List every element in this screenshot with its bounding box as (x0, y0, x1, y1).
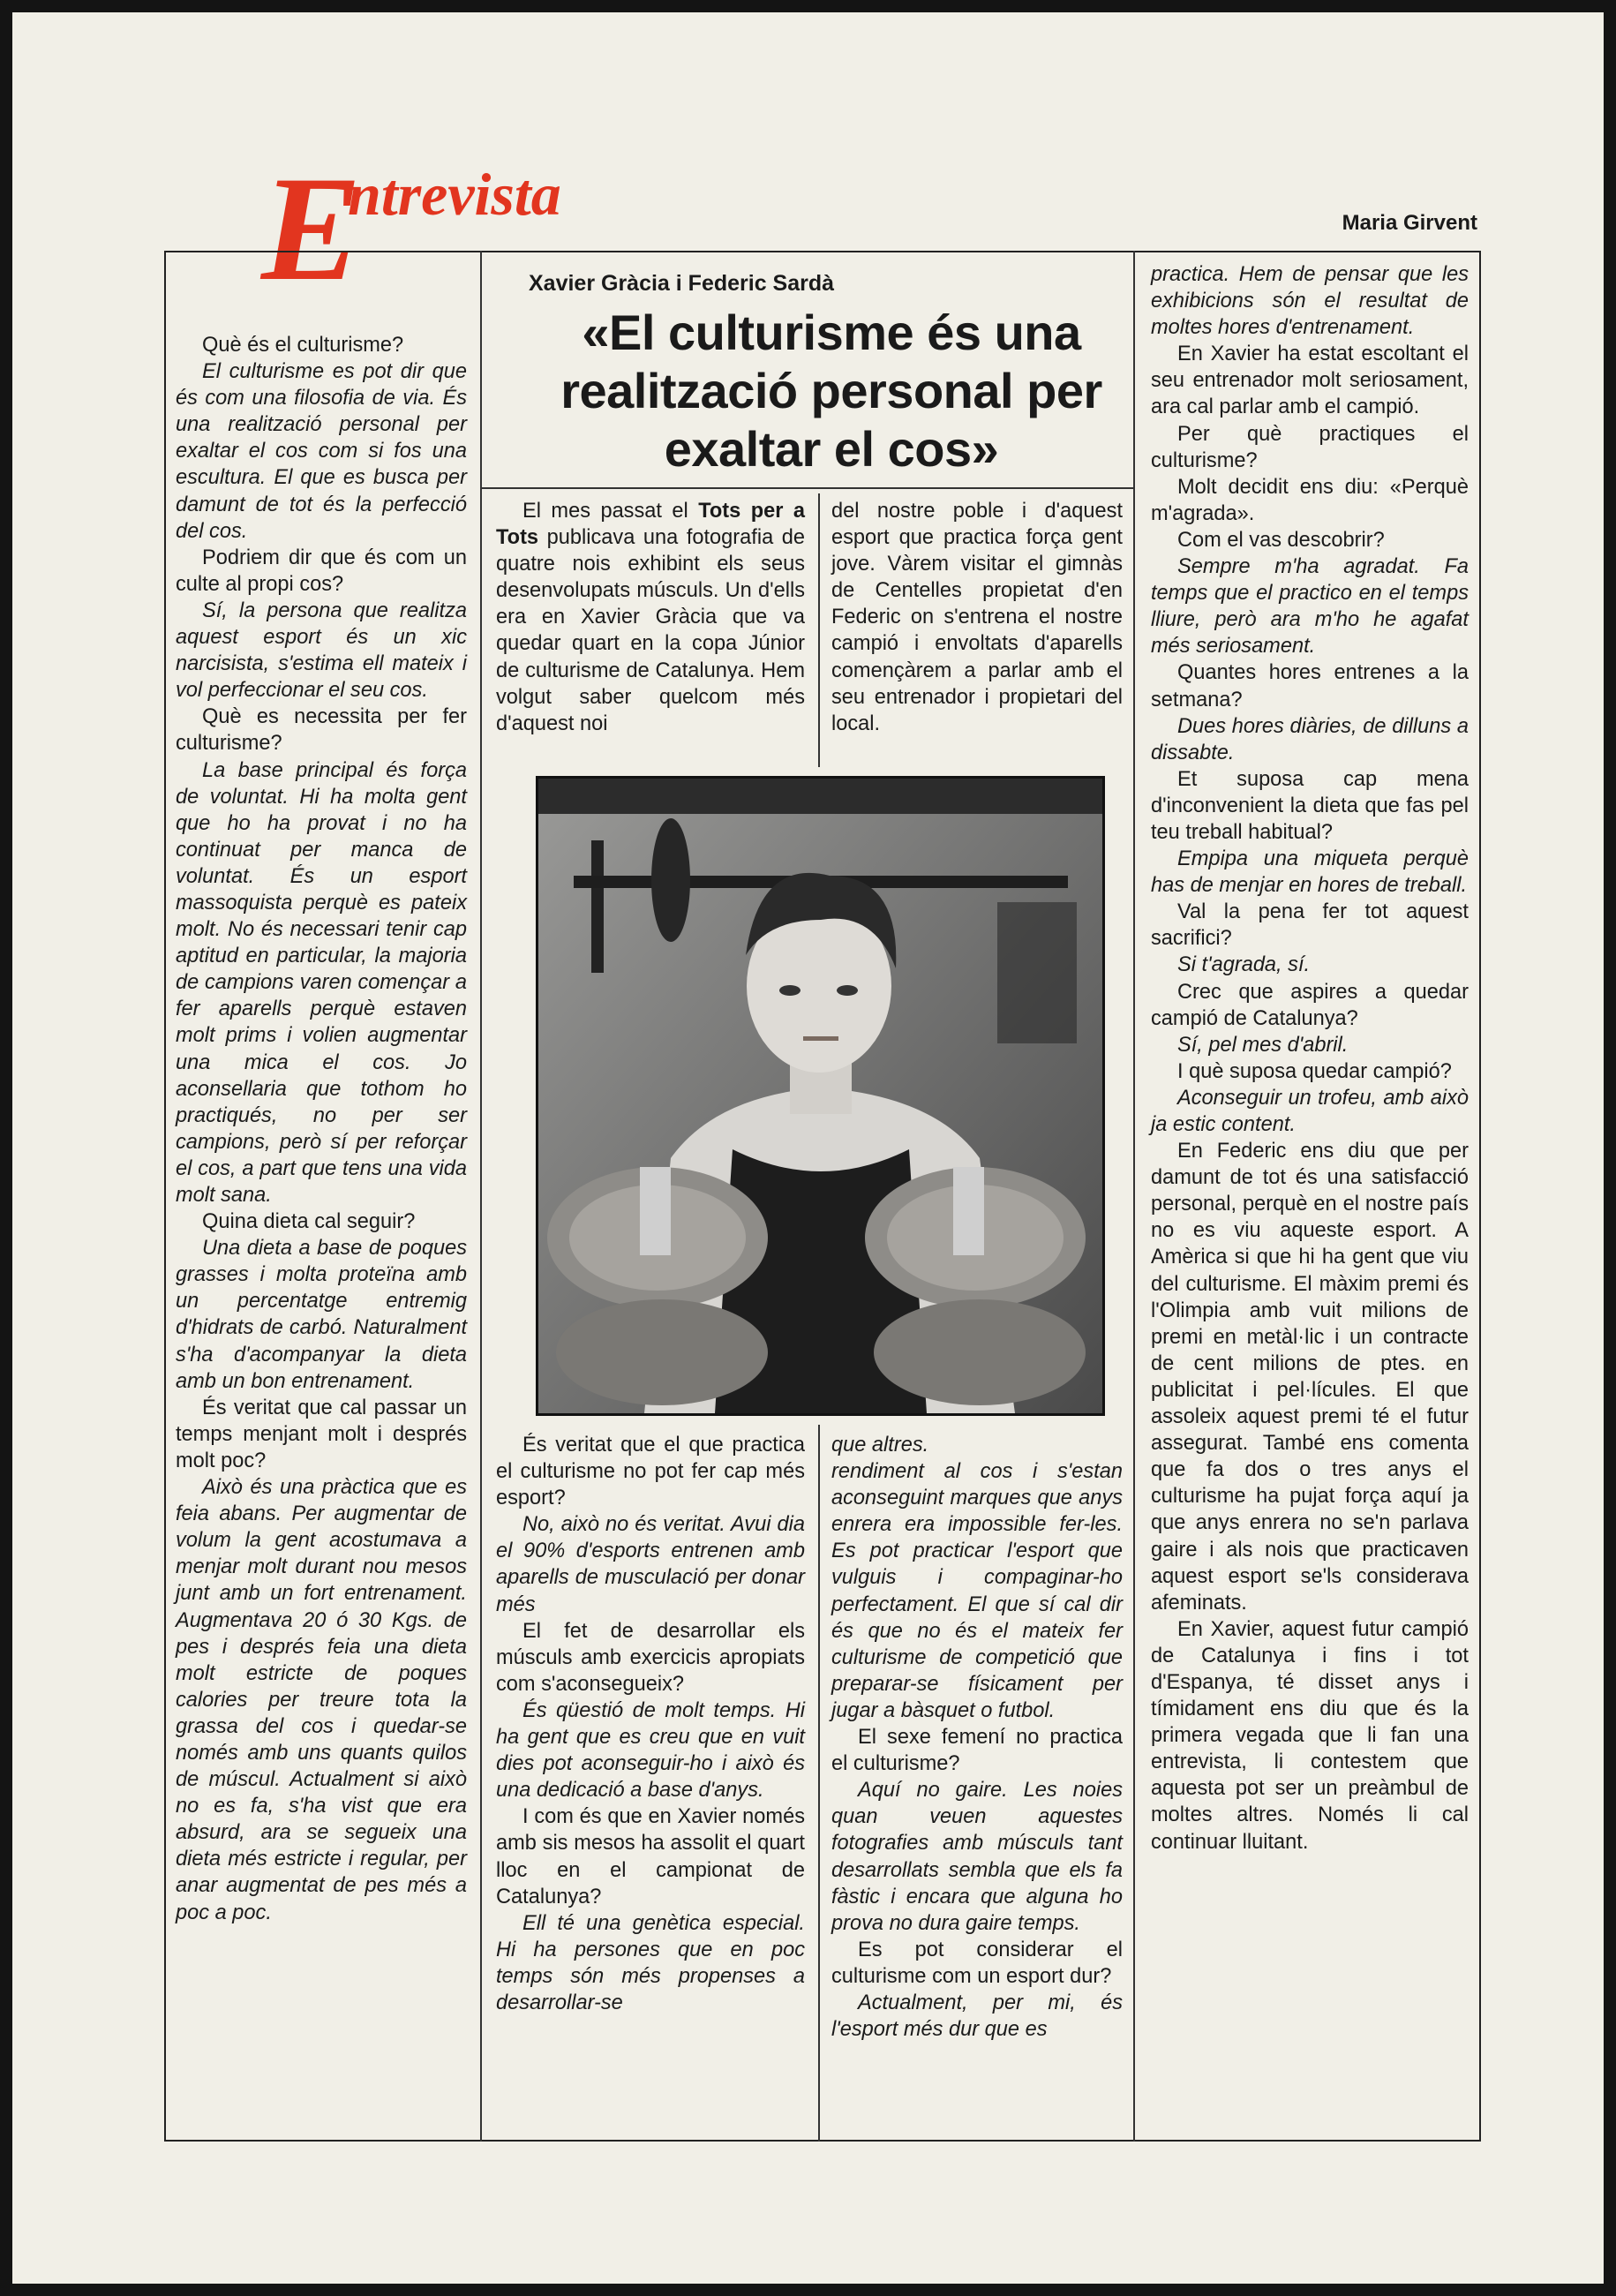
author-byline: Maria Girvent (1342, 211, 1477, 235)
column-1 (176, 332, 467, 1926)
answer-paragraph: rendiment al cos i s'estan aconseguint marques que anys enrera era impossible fer-les. Es pot practicar l'esport que vulguis i compaginar-ho perfectament. El que sí cal dir és que no és el mateix fer culturisme de competició que preparar-se físicament per jugar a bàsquet o futbol. (831, 1460, 1123, 1722)
question-paragraph: Crec que aspires a quedar campió de Catalunya? (1151, 980, 1469, 1030)
answer-paragraph: Ell té una genètica especial. Hi ha persones que en poc temps són més propenses a desarrollar-se (496, 1911, 805, 2014)
intro-right: del nostre poble i d'aquest esport que practica força gent jove. Vàrem visitar el gimnàs de Centelles propietat d'en Federic on s'entrena el nostre campió i envoltats d'aparells començàrem a parlar amb el seu entrenador i propietari del local. (831, 500, 1123, 735)
question-paragraph: Què es necessita per fer culturisme? (176, 705, 467, 756)
question-paragraph: Què és el culturisme? (202, 334, 404, 357)
answer-paragraph: Sí, la persona que realitza aquest esport és un xic narcisista, s'estima ell mateix i vol perfeccionar el seu cos. (176, 598, 467, 703)
header-rule (480, 487, 1133, 489)
answer-paragraph: Empipa una miqueta perquè has de menjar en hores de treball. (1151, 847, 1469, 898)
answer-paragraph: Aquí no gaire. Les noies quan veuen aquestes fotografies amb músculs tant desarrollats sembla que els fa fàstic i encara que alguna ho prova no dura gaire temps. (831, 1779, 1123, 1935)
question-paragraph: Es pot considerar el culturisme com un esport dur? (831, 1938, 1123, 1988)
answer-paragraph: Això és una pràctica que es feia abans. Per augmentar de volum la gent acostumava a menjar molt durant nou mesos junt amb un fort entrenament. Augmentava 20 ó 30 Kgs. de pes i després feia una dieta molt estricte de poques calories per treure tota la grassa del cos i quedar-se només amb uns quants quilos de múscul. Actualment si això no es fa, s'ha vist que era absurd, ara se segueix una dieta més estricte i regular, per anar augmentat de pes més a poc a poc. (176, 1476, 467, 1924)
question-paragraph: El fet de desarrollar els músculs amb exercicis apropiats com s'aconsegueix? (496, 1619, 805, 1696)
answer-paragraph: Dues hores diàries, de dilluns a dissabte. (1151, 714, 1469, 764)
intro-paragraph: El mes passat el Tots per a Tots publicava una fotografia de quatre nois exhibint els seus desenvolupats músculs. Un d'ells era en Xavier Gràcia que va quedar quart en la copa Júnior de culturisme de Catalunya. Hem volgut saber quelcom més d'aquest noi (496, 500, 805, 735)
question-paragraph: I com és que en Xavier només amb sis mesos ha assolit el quart lloc en el campionat de Catalunya? (496, 1805, 805, 1908)
answer-paragraph: Sí, pel mes d'abril. (1177, 1033, 1349, 1057)
answer-paragraph: Una dieta a base de poques grasses i molta proteïna amb un percentatge entremig d'hidrats de carbó. Naturalment s'ha d'acompanyar la dieta amb un bon entrenament. (176, 1237, 467, 1393)
answer-paragraph: El culturisme es pot dir que és com una filosofia de via. És una realització personal per exaltar el cos com si fos una escultura. El que es busca per damunt de tot és la perfecció del cos. (176, 360, 467, 543)
question-paragraph: És veritat que el que practica el culturisme no pot fer cap més esport? (496, 1434, 805, 1510)
column-4 (1151, 261, 1469, 1856)
question-paragraph: I què suposa quedar campió? (1177, 1059, 1452, 1083)
question-paragraph: Et suposa cap mena d'inconvenient la dieta que fas pel teu treball habitual? (1151, 767, 1469, 844)
column-divider (818, 1425, 820, 2142)
question-paragraph: Quantes hores entrenes a la setmana? (1151, 661, 1469, 711)
column-divider (818, 493, 820, 767)
question-paragraph: És veritat que cal passar un temps menjant molt i després molt poc? (176, 1396, 467, 1472)
magazine-page (12, 12, 1604, 2284)
answer-paragraph: Si t'agrada, sí. (1177, 953, 1311, 977)
question-paragraph: Com el vas descobrir? (1177, 528, 1385, 552)
answer-paragraph: És qüestió de molt temps. Hi ha gent que es creu que en vuit dies pot aconseguir-ho i això és una dedicació a base d'anys. (496, 1698, 805, 1803)
answer-paragraph: No, això no és veritat. Avui dia el 90% d'esports entrenen amb aparells de musculació per donar més (496, 1513, 805, 1616)
answer-paragraph: practica. Hem de pensar que les exhibicions són el resultat de moltes hores d'entrenament. (1151, 263, 1469, 340)
question-paragraph: Podriem dir que és com un culte al propi cos? (176, 546, 467, 596)
question-paragraph: En Xavier ha estat escoltant el seu entrenador molt seriosament, ara cal parlar amb el campió. (1151, 343, 1469, 419)
intro-left (496, 498, 805, 737)
section-title: ntrevista (348, 161, 561, 228)
question-paragraph: Per què practiques el culturisme? (1151, 422, 1469, 472)
athlete-photo (536, 776, 1105, 1416)
section-initial: E (261, 146, 362, 312)
question-paragraph: En Federic ens diu que per damunt de tot és una satisfacció personal, perquè en el nostre país no es viu aqueste esport. A Amèrica si que hi ha gent que viu del culturisme. El màxim premi és l'Olimpia amb vuit milions de premi en metàl·lic i un contracte de cent milions de ptes. en publicitat i pel·lícules. El que assoleix aquest premi té el futur assegurat. També ens comenta que fa dos o tres anys el culturisme ha pujat força aquí ja que anys enrera no se'n parlava gaire i als nois que practicaven aquest esport se'ls considerava afeminats. (1151, 1140, 1469, 1615)
column-3-lower (831, 1432, 1123, 2043)
article-kicker: Xavier Gràcia i Federic Sardà (529, 271, 835, 296)
question-paragraph: Molt decidit ens diu: «Perquè m'agrada». (1151, 475, 1469, 525)
answer-paragraph: que altres. (831, 1434, 929, 1457)
column-divider (1133, 251, 1135, 2142)
answer-paragraph: Sempre m'ha agradat. Fa temps que el practico en el temps lliure, però ara m'ho he agafat més seriosament. (1151, 555, 1469, 659)
question-paragraph: El sexe femení no practica el culturisme? (831, 1726, 1123, 1776)
article-headline: «El culturisme és una realització personal per exaltar el cos» (560, 305, 1102, 477)
answer-paragraph: Actualment, per mi, és l'esport més dur que es (831, 1991, 1123, 2042)
question-paragraph: Val la pena fer tot aquest sacrifici? (1151, 900, 1469, 951)
answer-paragraph: La base principal és força de voluntat. Hi ha molta gent que ho ha provat i no ha continuat per manca de voluntat. És un esport massoquista perquè es pateix molt. No és necessari tenir cap aptitud en particular, la majoria de campions varen començar a fer aparells perquè estaven molt prims i volien augmentar una mica el cos. Jo aconsellaria que tothom ho practiqués, no per ser campions, però sí per reforçar el cos, a part que tens una vida molt sana. (176, 758, 467, 1207)
column-2-lower (496, 1432, 805, 2016)
question-paragraph: En Xavier, aquest futur campió de Catalunya i fins i tot d'Espanya, té disset anys i tímidament ens diu que és la primera vegada que li fan una entrevista, li contestem que aquesta pot ser un preàmbul de moltes altres. Només li cal continuar lluitant. (1151, 1617, 1469, 1854)
question-paragraph: Quina dieta cal seguir? (202, 1210, 416, 1234)
answer-paragraph: Aconseguir un trofeu, amb això ja estic content. (1151, 1086, 1469, 1136)
column-divider (480, 251, 482, 2142)
